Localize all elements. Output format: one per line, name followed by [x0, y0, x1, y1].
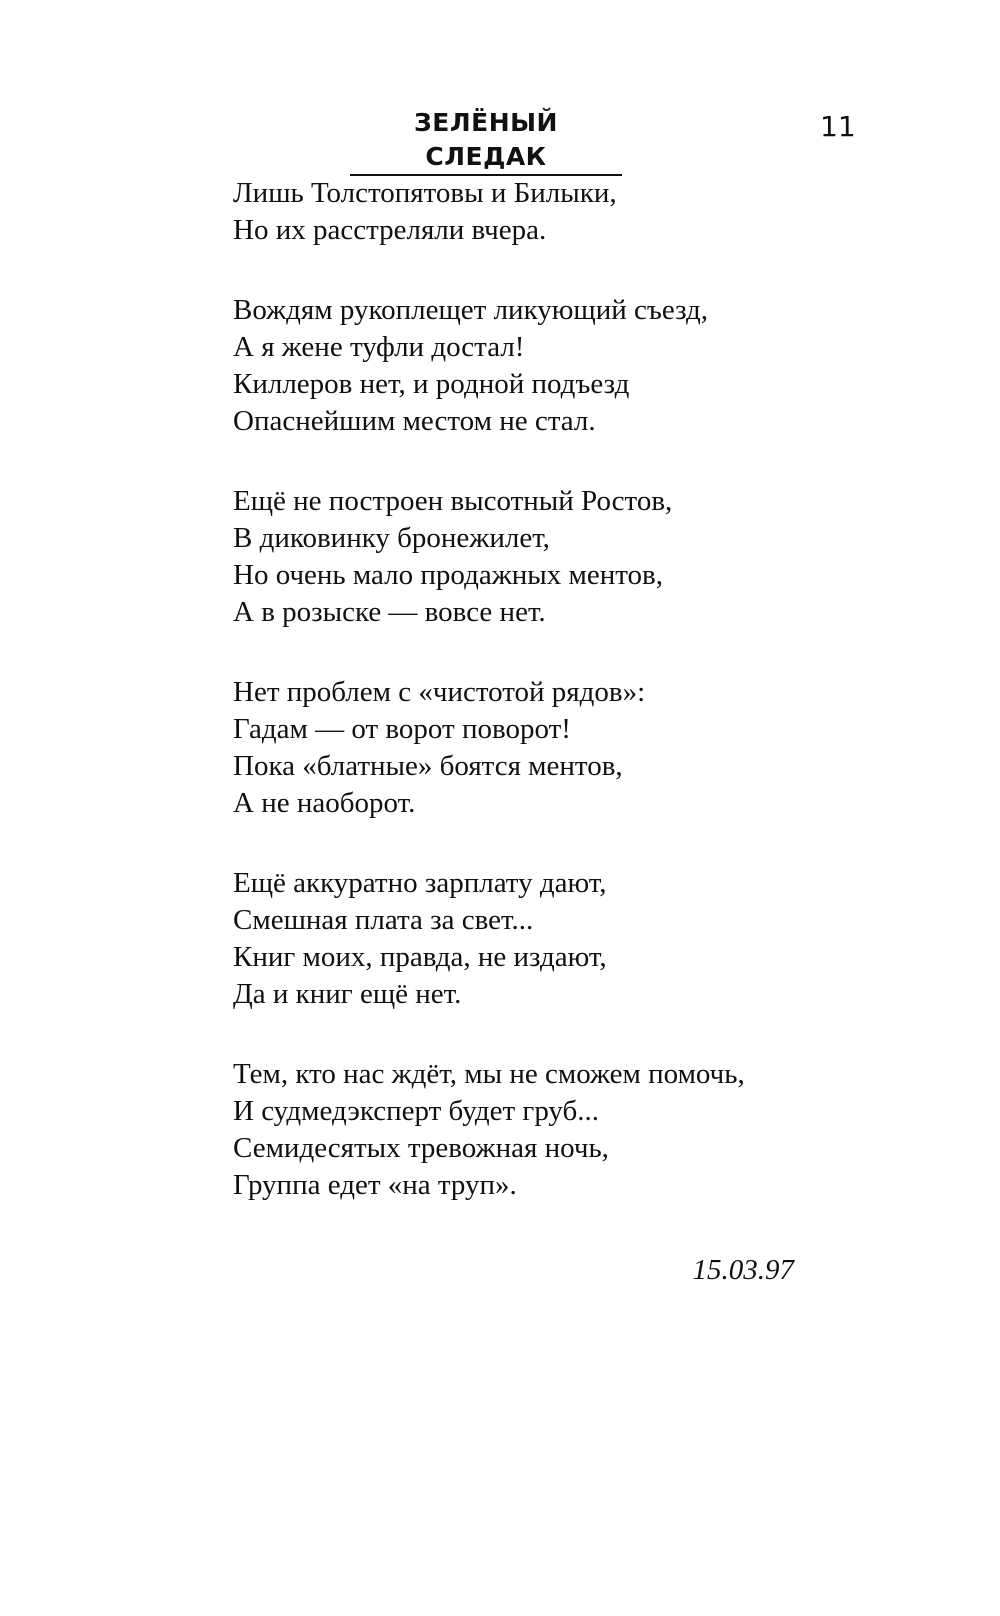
poem-date: 15.03.97	[692, 1254, 794, 1286]
stanza	[233, 674, 853, 822]
poem-line: Книг моих, правда, не издают,	[233, 941, 607, 973]
poem-line: Семидесятых тревожная ночь,	[233, 1132, 609, 1164]
poem-line: А не наоборот.	[233, 787, 416, 819]
stanza	[233, 865, 853, 1013]
poem-line: Нет проблем с «чистотой рядов»:	[233, 676, 646, 708]
running-title: ЗЕЛЁНЫЙ СЛЕДАК	[350, 106, 622, 176]
stanza	[233, 292, 853, 440]
poem-line: Ещё не построен высотный Ростов,	[233, 485, 673, 517]
poem-line: А в розыске — вовсе нет.	[233, 596, 546, 628]
poem-line: Но очень мало продажных ментов,	[233, 559, 663, 591]
stanza	[233, 1056, 853, 1204]
poem-line: Тем, кто нас ждёт, мы не сможем помочь,	[233, 1058, 745, 1090]
poem-line: Вождям рукоплещет ликующий съезд,	[233, 294, 709, 326]
poem-line: В диковинку бронежилет,	[233, 522, 550, 554]
poem-line: Ещё аккуратно зарплату дают,	[233, 867, 607, 899]
page-number: 11	[820, 110, 856, 143]
poem-line: Смешная плата за свет...	[233, 904, 534, 936]
poem-line: Но их расстреляли вчера.	[233, 214, 547, 246]
stanza	[233, 175, 853, 249]
poem-line: Гадам — от ворот поворот!	[233, 713, 571, 745]
poem-line: А я жене туфли достал!	[233, 331, 525, 363]
poem-line: Пока «блатные» боятся ментов,	[233, 750, 623, 782]
poem-body	[233, 175, 853, 1247]
poem-line: Киллеров нет, и родной подъезд	[233, 368, 630, 400]
poem-line: Да и книг ещё нет.	[233, 978, 462, 1010]
poem-line: Опаснейшим местом не стал.	[233, 405, 596, 437]
poem-line: И судмедэксперт будет груб...	[233, 1095, 600, 1127]
poem-line: Группа едет «на труп».	[233, 1169, 517, 1201]
stanza	[233, 483, 853, 631]
poem-line: Лишь Толстопятовы и Билыки,	[233, 177, 617, 209]
